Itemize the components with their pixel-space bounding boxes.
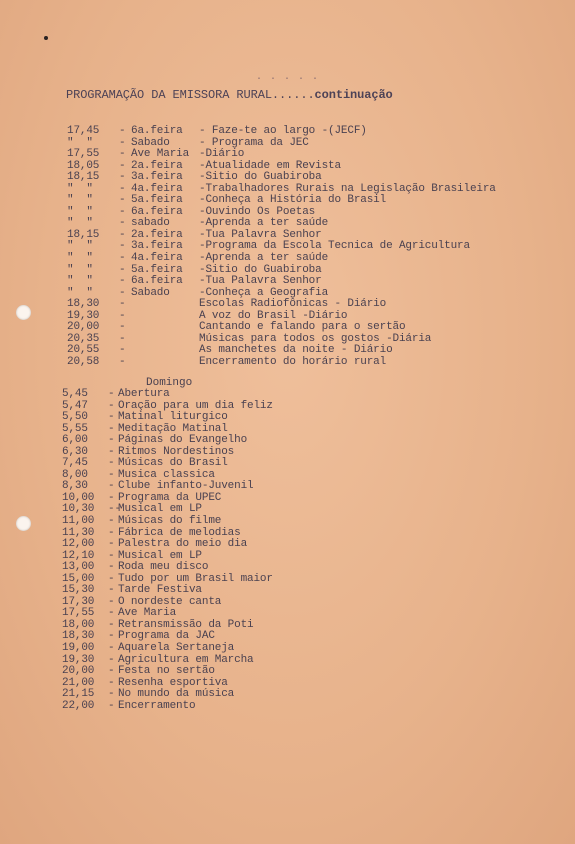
sunday-time: 17,30 xyxy=(62,595,95,608)
sunday-time: 22,00 xyxy=(62,699,95,712)
schedule-day: 5a.feira xyxy=(131,194,183,207)
sunday-program: Aquarela Sertaneja xyxy=(118,642,235,655)
schedule-row xyxy=(67,357,496,369)
sunday-separator: - xyxy=(108,445,115,458)
schedule-time: 17,55 xyxy=(67,148,100,161)
schedule-day: 3a.feira xyxy=(131,171,183,184)
schedule-separator: - xyxy=(119,171,126,184)
schedule-day: Sabado xyxy=(131,286,170,299)
title-main: PROGRAMAÇÃO DA EMISSORA RURAL...... xyxy=(66,88,315,102)
schedule-program: -Tua Palavra Senhor xyxy=(199,275,322,288)
sunday-program: Páginas do Evangelho xyxy=(118,434,248,447)
sunday-row xyxy=(62,666,273,678)
sunday-separator: - xyxy=(108,595,115,608)
schedule-time: 18,15 xyxy=(67,171,100,184)
schedule-row xyxy=(67,126,496,138)
schedule-separator: - xyxy=(119,148,126,161)
sunday-program: Tudo por um Brasil maior xyxy=(118,572,273,585)
schedule-time: " " xyxy=(67,275,93,288)
sunday-time: 15,30 xyxy=(62,584,95,597)
schedule-time: " " xyxy=(67,205,93,218)
schedule-time: " " xyxy=(67,182,93,195)
sunday-program: Programa da JAC xyxy=(118,630,215,643)
sunday-time: 20,00 xyxy=(62,665,95,678)
schedule-separator: - xyxy=(119,263,126,276)
schedule-time: 18,30 xyxy=(67,298,100,311)
schedule-day: 2a.feira xyxy=(131,159,183,172)
sunday-time: 19,30 xyxy=(62,653,95,666)
schedule-day: 4a.feira xyxy=(131,182,183,195)
sunday-separator: -- xyxy=(108,503,121,516)
schedule-row xyxy=(67,149,496,161)
schedule-separator: - xyxy=(119,298,126,311)
schedule-program: -Aprenda a ter saúde xyxy=(199,217,329,230)
sunday-time: 17,55 xyxy=(62,607,95,620)
sunday-program: Tarde Festiva xyxy=(118,584,202,597)
sunday-time: 6,30 xyxy=(62,445,88,458)
schedule-separator: - xyxy=(119,286,126,299)
schedule-separator: - xyxy=(119,159,126,172)
schedule-separator: - xyxy=(119,275,126,288)
schedule-separator: - xyxy=(119,355,126,368)
schedule-time: 20,55 xyxy=(67,344,100,357)
schedule-time: 18,15 xyxy=(67,228,100,241)
page-title xyxy=(66,88,393,102)
sunday-separator: - xyxy=(108,538,115,551)
sunday-program: Ave Maria xyxy=(118,607,177,620)
schedule-separator: - xyxy=(119,344,126,357)
schedule-program: Escolas Radiofônicas - Diário xyxy=(199,298,387,311)
schedule-program: - Faze-te ao largo -(JECF) xyxy=(199,125,367,137)
sunday-program: Programa da UPEC xyxy=(118,491,222,504)
sunday-separator: - xyxy=(108,480,115,493)
schedule-time: " " xyxy=(67,136,93,149)
sunday-separator: - xyxy=(108,699,115,712)
schedule-separator: - xyxy=(119,309,126,322)
schedule-separator: - xyxy=(119,182,126,195)
sunday-time: 13,00 xyxy=(62,561,95,574)
sunday-row xyxy=(62,516,273,528)
sunday-program: Oração para um dia feliz xyxy=(118,399,273,412)
sunday-separator: - xyxy=(108,526,115,539)
sunday-separator: - xyxy=(108,676,115,689)
sunday-time: 6,00 xyxy=(62,434,88,447)
sunday-row xyxy=(62,539,273,551)
sunday-separator: - xyxy=(108,399,115,412)
schedule-row xyxy=(67,276,496,288)
schedule-time: " " xyxy=(67,286,93,299)
sunday-row xyxy=(62,435,273,447)
schedule-program: -Aprenda a ter saúde xyxy=(199,252,329,265)
schedule-separator: - xyxy=(119,228,126,241)
sunday-time: 12,00 xyxy=(62,538,95,551)
sunday-program: Clube infanto-Juvenil xyxy=(118,480,254,493)
sunday-separator: - xyxy=(108,561,115,574)
schedule-separator: - xyxy=(119,217,126,230)
sunday-time: 7,45 xyxy=(62,457,88,470)
schedule-time: " " xyxy=(67,217,93,230)
title-continuation: continuação xyxy=(314,88,393,102)
sunday-program: Musica classica xyxy=(118,468,215,481)
sunday-time: 11,00 xyxy=(62,515,95,528)
punch-hole xyxy=(16,305,31,320)
schedule-program: Músicas para todos os gostos -Diária xyxy=(199,332,432,345)
schedule-day: sabado xyxy=(131,217,170,230)
sunday-row xyxy=(62,701,273,713)
sunday-program: O nordeste canta xyxy=(118,595,222,608)
sunday-separator: - xyxy=(108,515,115,528)
schedule-program: -Sitio do Guabiroba xyxy=(199,263,322,276)
sunday-separator: - xyxy=(108,607,115,620)
schedule-day: 4a.feira xyxy=(131,252,183,265)
schedule-separator: - xyxy=(119,136,126,149)
schedule-row xyxy=(67,253,496,265)
schedule-time: 17,45 xyxy=(67,125,100,137)
ink-speck xyxy=(44,36,48,40)
dotted-rule: · · · · · xyxy=(256,74,320,85)
sunday-time: 10,00 xyxy=(62,491,95,504)
schedule-separator: - xyxy=(119,240,126,253)
sunday-program: Resenha esportiva xyxy=(118,676,228,689)
sunday-row xyxy=(62,412,273,424)
punch-hole xyxy=(16,516,31,531)
schedule-separator: - xyxy=(119,125,126,137)
schedule-time: 19,30 xyxy=(67,309,100,322)
schedule-separator: - xyxy=(119,194,126,207)
sunday-time: 15,00 xyxy=(62,572,95,585)
sunday-separator: - xyxy=(108,630,115,643)
sunday-time: 5,50 xyxy=(62,411,88,424)
sunday-separator: - xyxy=(108,572,115,585)
sunday-separator: - xyxy=(108,584,115,597)
sunday-separator: - xyxy=(108,468,115,481)
sunday-program: Músicas do Brasil xyxy=(118,457,228,470)
sunday-program: Festa no sertão xyxy=(118,665,215,678)
schedule-program: - Programa da JEC xyxy=(199,136,309,149)
sunday-separator: - xyxy=(108,457,115,470)
schedule-day: Ave Maria xyxy=(131,148,190,161)
weekday-schedule xyxy=(67,126,496,368)
schedule-day: 6a.feira xyxy=(131,275,183,288)
schedule-program: -Tua Palavra Senhor xyxy=(199,228,322,241)
schedule-separator: - xyxy=(119,332,126,345)
sunday-program: Ritmos Nordestinos xyxy=(118,445,235,458)
sunday-program: Músicas do filme xyxy=(118,515,222,528)
schedule-program: -Trabalhadores Rurais na Legislação Brasileira xyxy=(199,182,496,195)
sunday-program: Palestra do meio dia xyxy=(118,538,248,551)
sunday-time: 11,30 xyxy=(62,526,95,539)
sunday-separator: - xyxy=(108,411,115,424)
sunday-time: 18,30 xyxy=(62,630,95,643)
sunday-program: Matinal liturgico xyxy=(118,411,228,424)
sunday-schedule xyxy=(62,389,273,712)
schedule-program: Cantando e falando para o sertão xyxy=(199,321,406,334)
sunday-separator: - xyxy=(108,491,115,504)
sunday-time: 5,47 xyxy=(62,399,88,412)
sunday-time: 18,00 xyxy=(62,618,95,631)
sunday-time: 21,15 xyxy=(62,688,95,701)
schedule-program: -Ouvindo Os Poetas xyxy=(199,205,316,218)
schedule-program: -Conheça a História do Brasil xyxy=(199,194,387,207)
sunday-program: Retransmissão da Poti xyxy=(118,618,254,631)
sunday-separator: - xyxy=(108,618,115,631)
sunday-program: Abertura xyxy=(118,388,170,400)
schedule-time: " " xyxy=(67,252,93,265)
sunday-time: 5,45 xyxy=(62,388,88,400)
sunday-time: 12,10 xyxy=(62,549,95,562)
schedule-day: Sabado xyxy=(131,136,170,149)
sunday-heading: Domingo xyxy=(146,377,193,389)
schedule-day: 2a.feira xyxy=(131,228,183,241)
schedule-program: A voz do Brasil -Diário xyxy=(199,309,348,322)
schedule-time: " " xyxy=(67,194,93,207)
sunday-row xyxy=(62,389,273,401)
schedule-time: 18,05 xyxy=(67,159,100,172)
schedule-time: 20,58 xyxy=(67,355,100,368)
sunday-program: Encerramento xyxy=(118,699,196,712)
sunday-program: Meditação Matinal xyxy=(118,422,228,435)
sunday-time: 10,30 xyxy=(62,503,95,516)
sunday-program: Fábrica de melodias xyxy=(118,526,241,539)
sunday-time: 8,30 xyxy=(62,480,88,493)
sunday-separator: - xyxy=(108,642,115,655)
schedule-time: " " xyxy=(67,240,93,253)
sunday-program: Roda meu disco xyxy=(118,561,209,574)
schedule-time: " " xyxy=(67,263,93,276)
sunday-program: No mundo da música xyxy=(118,688,235,701)
sunday-separator: - xyxy=(108,422,115,435)
sunday-time: 19,00 xyxy=(62,642,95,655)
sunday-separator: - xyxy=(108,434,115,447)
schedule-program: -Conheça a Geografia xyxy=(199,286,329,299)
sunday-time: 5,55 xyxy=(62,422,88,435)
schedule-day: 3a.feira xyxy=(131,240,183,253)
sunday-time: 8,00 xyxy=(62,468,88,481)
sunday-program: Musical em LP xyxy=(118,549,202,562)
sunday-separator: - xyxy=(108,549,115,562)
schedule-separator: - xyxy=(119,205,126,218)
sunday-separator: - xyxy=(108,653,115,666)
schedule-separator: - xyxy=(119,252,126,265)
schedule-program: -Atualidade em Revista xyxy=(199,159,341,172)
schedule-program: Encerramento do horário rural xyxy=(199,355,387,368)
schedule-program: -Programa da Escola Tecnica de Agricultura xyxy=(199,240,470,253)
schedule-program: -Diário xyxy=(199,148,245,161)
sunday-separator: - xyxy=(108,665,115,678)
sunday-program: Agricultura em Marcha xyxy=(118,653,254,666)
schedule-time: 20,35 xyxy=(67,332,100,345)
schedule-program: As manchetes da noite - Diário xyxy=(199,344,393,357)
schedule-separator: - xyxy=(119,321,126,334)
schedule-program: -Sitio do Guabiroba xyxy=(199,171,322,184)
sunday-time: 21,00 xyxy=(62,676,95,689)
sunday-separator: - xyxy=(108,388,115,400)
sunday-row xyxy=(62,643,273,655)
schedule-time: 20,00 xyxy=(67,321,100,334)
sunday-separator: - xyxy=(108,688,115,701)
schedule-day: 6a.feira xyxy=(131,205,183,218)
schedule-day: 6a.feira xyxy=(131,125,183,137)
schedule-row xyxy=(67,172,496,184)
schedule-day: 5a.feira xyxy=(131,263,183,276)
sunday-program: Musical em LP xyxy=(118,503,202,516)
